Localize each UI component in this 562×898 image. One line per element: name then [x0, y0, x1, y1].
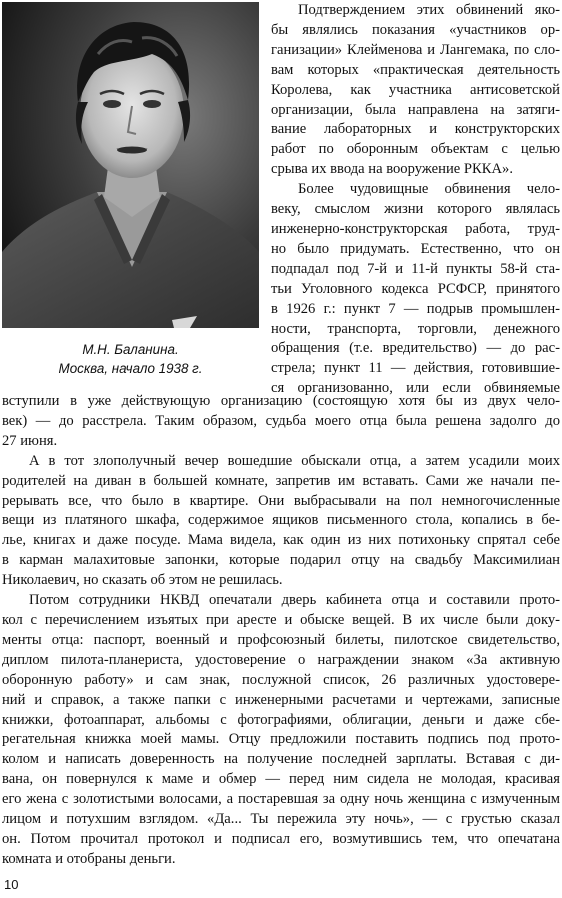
portrait-figure [2, 2, 259, 384]
text-line: но было придумать. Естественно, что он [271, 240, 560, 257]
caption-name: М.Н. Баланина. [82, 342, 179, 357]
text-line: Подтверждением этих обвинений яко- [298, 2, 560, 18]
text-line: А в тот злополучный вечер вошедшие обыскали отца, а затем усадили моих [29, 452, 560, 469]
text-line: вам которых «практическая деятельность [271, 61, 560, 78]
text-line: Потом сотрудники НКВД опечатали дверь кабинета отца и составили прото- [29, 592, 560, 609]
text-line: срыва их ввода на вооружение РККА». [271, 161, 513, 178]
text-line: Николаевич, но сказать об этом не решилась. [2, 572, 283, 589]
page-number: 10 [4, 877, 19, 892]
text-line: ся организованно, или если обвиняемые [271, 380, 560, 397]
text-line: кол с перечислением изъятых при аресте и обыске вещей. В их числе были доку- [2, 611, 560, 628]
text-line: его жена с золотистыми волосами, а постаревшая за одну ночь женщина с измученным [2, 791, 560, 808]
text-line: он. Потом прочитал протокол и подписал его, возмутившись тем, что опечатана [2, 830, 560, 847]
text-line: 27 июня. [2, 432, 58, 449]
text-line: ний и справок, а также папки с инженерными расчетами и чертежами, записные [2, 691, 560, 708]
text-line: Более чудовищные обвинения чело- [298, 181, 560, 198]
text-line: вана, он повернулся к маме и обмер — перед ним сидела не молодая, красивая [2, 771, 560, 788]
text-line: бы являлись показания «участников op- [271, 21, 560, 38]
text-line: рерывать все, что было в квартире. Они выбрасывали на пол немногочисленные [2, 492, 560, 509]
text-line: тьи Уголовного кодекса РСФСР, принятого [271, 280, 560, 297]
text-line: Королева, как участника антисоветской [271, 81, 560, 98]
text-line: в карман малахитовые запонки, которые подарил отцу на свадьбу Максимилиан [2, 552, 560, 569]
text-line: в 1926 г.: пункт 7 — подрыв промышлен- [271, 300, 560, 317]
text-line: диплом пилота-планериста, удостоверение о награждении знаком «За активную [2, 651, 560, 668]
text-line: ности, транспорта, торговли, денежного [271, 320, 560, 337]
text-line: организации, была направлена на затяги- [271, 101, 560, 118]
caption-date: Москва, начало 1938 г. [58, 361, 203, 376]
text-line: вступили в уже действующую организацию (состоящую хотя бы из двух чело- [2, 393, 560, 409]
text-line: оборонную работу» и сам знак, послужной список, 26 различных удостовере- [2, 671, 560, 688]
text-line: книжки, фотоаппарат, альбомы с фотографиями, облигации, деньги и даже сбе- [2, 711, 560, 728]
text-line: стрела; пункт 11 — действия, готовившие- [271, 360, 560, 377]
text-line: регательная книжка моей мамы. Отцу предложили поставить подпись под прото- [2, 731, 560, 748]
text-line: работ по оборонным объектам с целью [271, 141, 560, 158]
portrait-image [2, 2, 259, 328]
text-line: подпадал под 7-й и 11-й пункты 58-й ста- [271, 260, 560, 277]
text-line: колом и написать доверенность на получение последней зарплаты. Вставая с ди- [2, 751, 560, 768]
text-line: вание лабораторных и конструкторских [271, 121, 560, 138]
text-line: менты отца: паспорт, военный и профсоюзный билеты, пилотское свидетельство, [2, 631, 560, 648]
portrait-photo [2, 2, 259, 328]
text-line: веку, смыслом жизни которого являлась [271, 201, 560, 218]
text-column-beside-photo [271, 1, 560, 399]
text-line: век) — до расстрела. Таким образом, судьба моего отца была решена задолго до [2, 412, 560, 429]
text-line: обращения (т.е. вредительство) — до рас- [271, 340, 560, 357]
text-line: лье, книгах и даже посуде. Мама видела, как один из них потихоньку спрятал себе [2, 532, 560, 549]
text-full-width [2, 392, 560, 870]
text-line: вещи из платяного шкафа, содержимое ящиков письменного стола, копались в бе- [2, 512, 560, 529]
text-line: ганизации» Клейменова и Лангемака, по сло- [271, 41, 560, 58]
text-line: лицом и потухшим взглядом. «Да... Ты пережила эту ночь», — с грустью сказал [2, 811, 560, 828]
portrait-caption [2, 340, 259, 378]
text-line: инженерно-конструкторская работа, труд- [271, 220, 560, 237]
text-line: родителей на диван в большей комнате, запретив им вставать. Сами же начали пе- [2, 472, 560, 489]
text-line: комната и отобраны деньги. [2, 850, 176, 867]
